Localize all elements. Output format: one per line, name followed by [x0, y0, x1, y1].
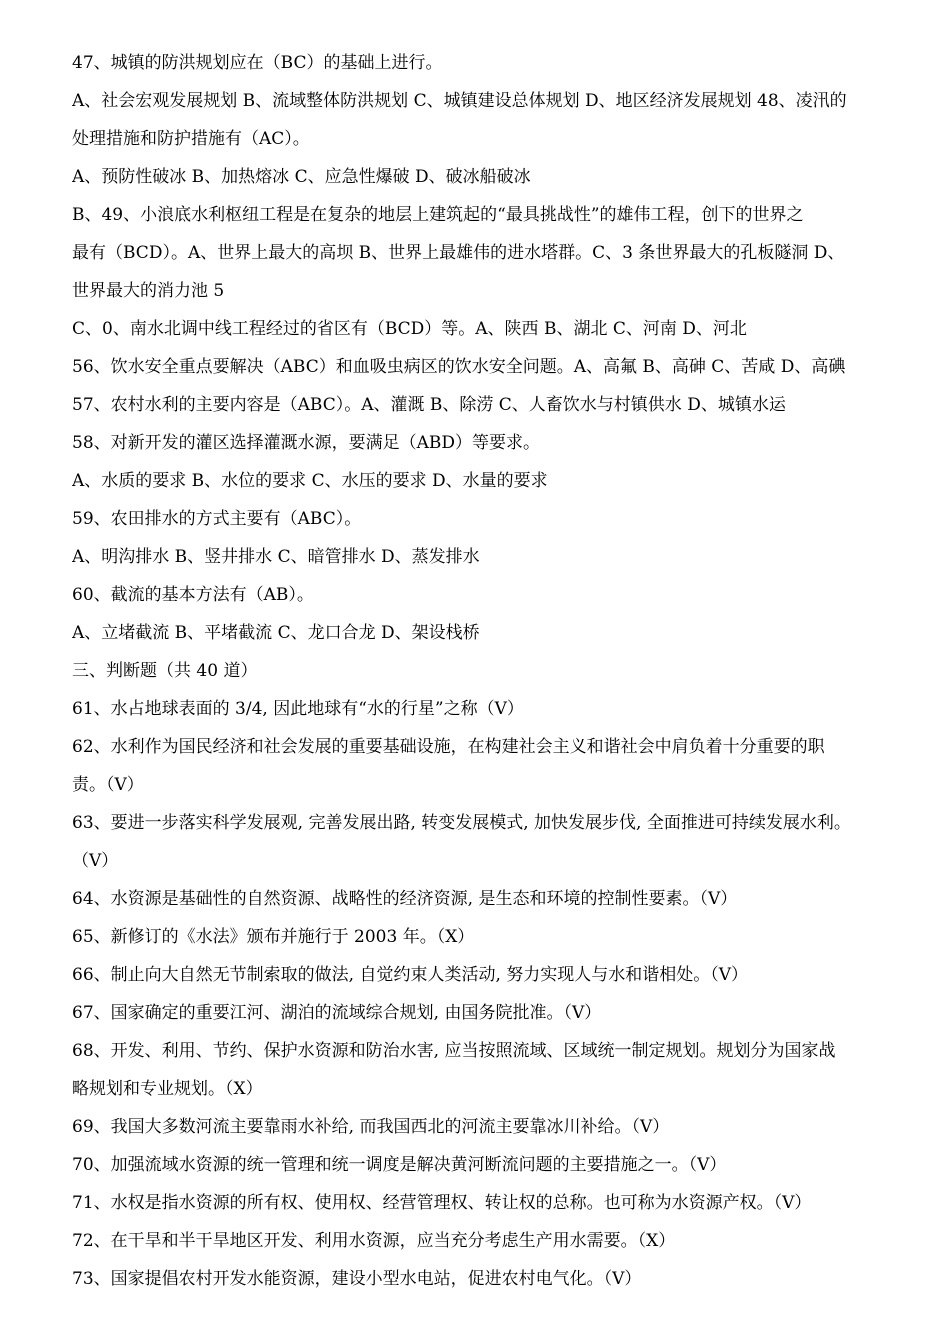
question-63: 63、要进一步落实科学发展观, 完善发展出路, 转变发展模式, 加快发展步伐, 全面推进可持续发展水利。 [72, 813, 851, 833]
question-60-options: A、立堵截流 B、平堵截流 C、龙口合龙 D、架设栈桥 [72, 623, 480, 643]
question-48-text: 处理措施和防护措施有（AC）。 [72, 129, 310, 149]
question-68: 68、开发、利用、节约、保护水资源和防治水害, 应当按照流域、区域统一制定规划。规划分为国家战 [72, 1041, 836, 1061]
question-69: 69、我国大多数河流主要靠雨水补给, 而我国西北的河流主要靠冰川补给。（V） [72, 1117, 670, 1137]
question-71: 71、水权是指水资源的所有权、使用权、经营管理权、转让权的总称。也可称为水资源产权。（V） [72, 1193, 812, 1213]
question-73: 73、国家提倡农村开发水能资源，建设小型水电站，促进农村电气化。（V） [72, 1269, 642, 1289]
question-59-options: A、明沟排水 B、竖井排水 C、暗管排水 D、蒸发排水 [72, 547, 480, 567]
document-page [72, 44, 932, 1298]
question-49-options: 最有（BCD）。A、世界上最大的高坝 B、世界上最雄伟的进水塔群。C、3 条世界最大的孔板隧洞 D、 [72, 243, 845, 263]
question-57: 57、农村水利的主要内容是（ABC）。A、灌溉 B、除涝 C、人畜饮水与村镇供水 D、城镇水运 [72, 395, 786, 415]
question-67: 67、国家确定的重要江河、湖泊的流域综合规划, 由国务院批准。（V） [72, 1003, 602, 1023]
question-60: 60、截流的基本方法有（AB）。 [72, 585, 314, 605]
question-72: 72、在干旱和半干旱地区开发、利用水资源，应当充分考虑生产用水需要。（X） [72, 1231, 676, 1251]
question-64: 64、水资源是基础性的自然资源、战略性的经济资源, 是生态和环境的控制性要素。（V） [72, 889, 738, 909]
question-66: 66、制止向大自然无节制索取的做法, 自觉约束人类活动, 努力实现人与水和谐相处。（V） [72, 965, 749, 985]
question-62-cont: 责。（V） [72, 775, 144, 795]
question-65: 65、新修订的《水法》颁布并施行于 2003 年。（X） [72, 927, 475, 947]
section-heading-true-false: 三、判断题（共 40 道） [72, 661, 258, 681]
question-50: C、0、南水北调中线工程经过的省区有（BCD）等。A、陕西 B、湖北 C、河南 D、河北 [72, 319, 747, 339]
question-68-cont: 略规划和专业规划。（X） [72, 1079, 263, 1099]
question-70: 70、加强流域水资源的统一管理和统一调度是解决黄河断流问题的主要措施之一。（V） [72, 1155, 727, 1175]
question-56: 56、饮水安全重点要解决（ABC）和血吸虫病区的饮水安全问题。A、高氟 B、高砷 C、苦咸 D、高碘 [72, 357, 846, 377]
question-61: 61、水占地球表面的 3/4, 因此地球有“水的行星”之称（V） [72, 699, 524, 719]
question-48-options: A、预防性破冰 B、加热熔冰 C、应急性爆破 D、破冰船破冰 [72, 167, 531, 187]
question-59: 59、农田排水的方式主要有（ABC）。 [72, 509, 362, 529]
question-58-options: A、水质的要求 B、水位的要求 C、水压的要求 D、水量的要求 [72, 471, 548, 491]
question-47: 47、城镇的防洪规划应在（BC）的基础上进行。 [72, 53, 443, 73]
question-49-options-cont: 世界最大的消力池 5 [72, 281, 225, 301]
question-58: 58、对新开发的灌区选择灌溉水源，要满足（ABD）等要求。 [72, 433, 541, 453]
question-62: 62、水利作为国民经济和社会发展的重要基础设施，在构建社会主义和谐社会中肩负着十分重要的职 [72, 737, 825, 757]
question-63-cont: （V） [72, 851, 119, 871]
question-49-text: B、49、小浪底水利枢纽工程是在复杂的地层上建筑起的“最具挑战性”的雄伟工程，创下的世界之 [72, 205, 804, 225]
question-47-options: A、社会宏观发展规划 B、流域整体防洪规划 C、城镇建设总体规划 D、地区经济发展规划 48、凌汛的 [72, 91, 847, 111]
